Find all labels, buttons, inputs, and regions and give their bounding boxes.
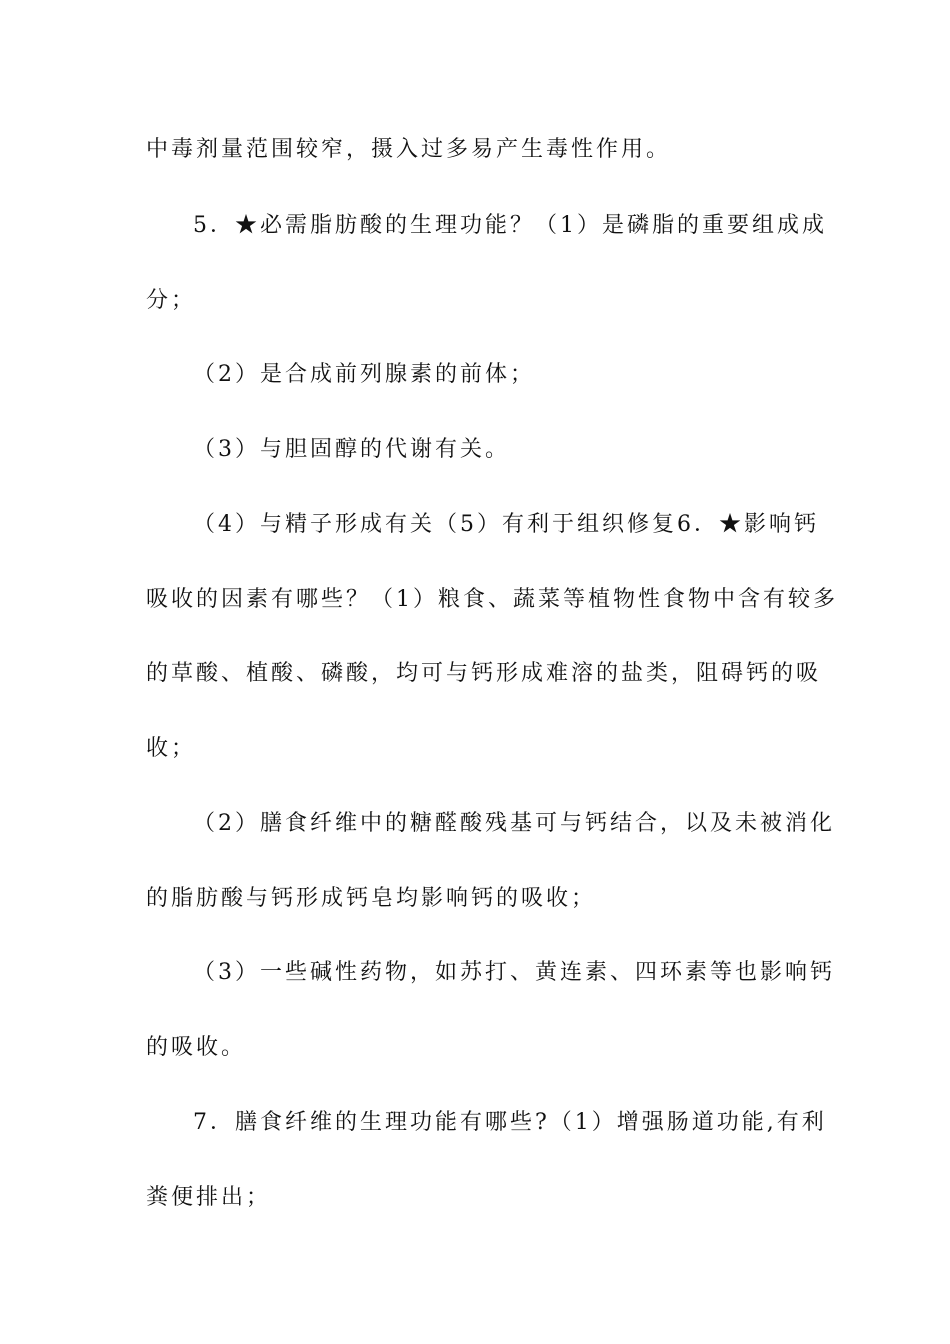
text-line: （2）是合成前列腺素的前体； [193, 362, 535, 387]
text-line: 中毒剂量范围较窄，摄入过多易产生毒性作用。 [146, 137, 672, 162]
text-line: （3）一些碱性药物，如苏打、黄连素、四环素等也影响钙 [193, 960, 835, 985]
text-line: 粪便排出； [146, 1185, 272, 1210]
text-line: 分； [146, 288, 197, 313]
text-line: 的草酸、植酸、磷酸，均可与钙形成难溶的盐类，阻碍钙的吸 [146, 661, 822, 686]
text-line: （2）膳食纤维中的糖醛酸残基可与钙结合，以及未被消化 [193, 811, 835, 836]
text-line: （4）与精子形成有关（5）有利于组织修复6．★影响钙 [193, 512, 819, 537]
text-line: 吸收的因素有哪些？（1）粮食、蔬菜等植物性食物中含有较多 [146, 587, 838, 612]
text-line: 收； [146, 736, 197, 761]
text-line: 的吸收。 [146, 1035, 247, 1060]
text-line: （3）与胆固醇的代谢有关。 [193, 437, 510, 462]
text-line: 7．膳食纤维的生理功能有哪些?（1）增强肠道功能,有利 [193, 1110, 827, 1135]
text-line: 5．★必需脂肪酸的生理功能？（1）是磷脂的重要组成成 [193, 213, 827, 238]
text-line: 的脂肪酸与钙形成钙皂均影响钙的吸收； [146, 886, 597, 911]
